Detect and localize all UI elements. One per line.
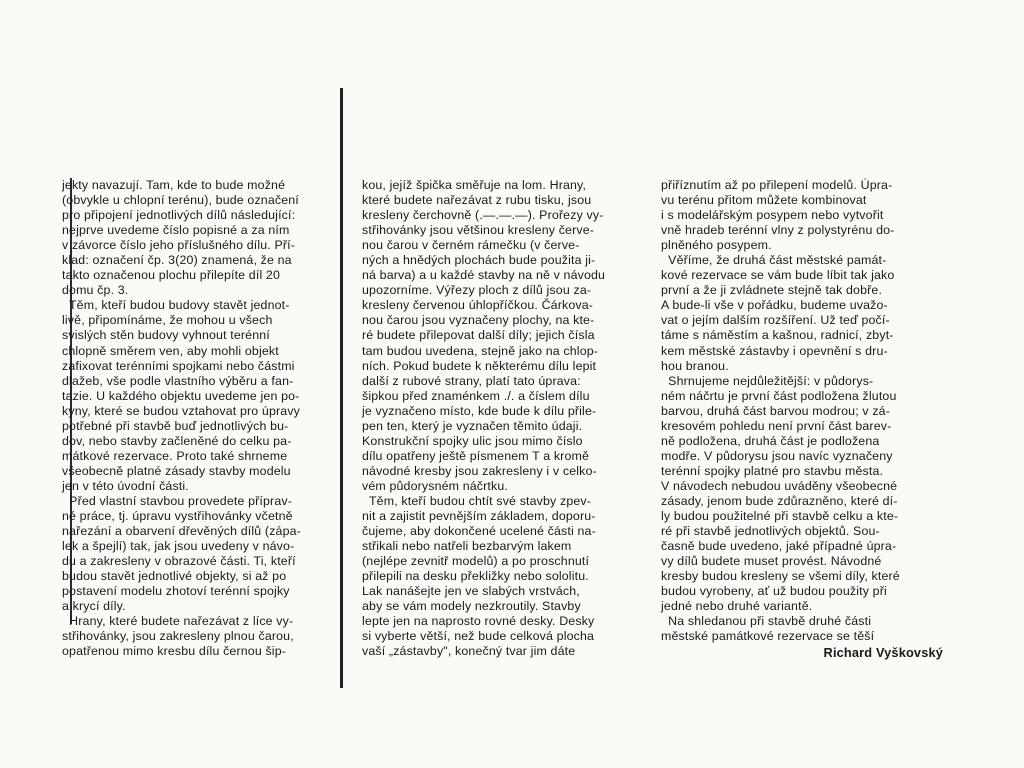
text-line: další z rubové strany, platí tato úprava:	[362, 373, 581, 388]
text-line: vat o jejím dalším rozšíření. Už teď počí-	[661, 313, 890, 328]
text-line: hou branou.	[661, 358, 729, 373]
text-line: které budete nařezávat z rubu tisku, jsou	[362, 193, 592, 208]
text-line: budou stavět jednotlivé objekty, si až po	[62, 569, 287, 584]
text-line: postavení modelu zhotoví terénní spojky	[62, 584, 290, 599]
text-line: ná barva) a u každé stavby na ně v návodu	[362, 268, 606, 283]
text-line: Těm, kteří budou chtít své stavby zpev-	[362, 493, 592, 508]
text-line: čujeme, aby dokončené ucelené části na-	[362, 524, 596, 539]
text-line: dílu opatřeny ještě písmenem T a kromě	[362, 448, 590, 463]
text-line: střihovánky jsou většinou kresleny červe-	[362, 223, 595, 238]
text-line: (obvykle u chlopní terénu), bude označení	[62, 193, 299, 208]
text-line: jen v této úvodní části.	[62, 478, 189, 493]
text-line: aby se vám modely nezkroutily. Stavby	[362, 599, 581, 614]
text-line: a krycí díly.	[62, 599, 126, 614]
text-line: né práce, tj. úpravu vystřihovánky včetně	[62, 509, 293, 524]
text-column-3-lines	[661, 178, 943, 644]
text-line: vém půdorysném náčrtku.	[362, 478, 509, 493]
text-line: lepte jen na naprosto rovné desky. Desky	[362, 614, 595, 629]
text-column-3	[661, 178, 943, 661]
text-line: zásady, jenom bude zdůrazněno, které dí-	[661, 493, 898, 508]
text-line: A bude-li vše v pořádku, budeme uvažo-	[661, 298, 888, 313]
text-line: dov, nebo stavby začleněné do celku pa-	[62, 433, 292, 448]
text-line: tazie. U každého objektu uvedeme jen po-	[62, 388, 300, 403]
text-line: kou, jejíž špička směřuje na lom. Hrany,	[362, 178, 587, 192]
text-line: ně podložena, druhá část je podložena	[661, 433, 880, 448]
text-line: nejprve uvedeme číslo popisné a za ním	[62, 223, 290, 238]
text-line: táme s náměstím a kašnou, radnicí, zbyt-	[661, 328, 894, 343]
text-line: kem městské zástavby i opevnění s dru-	[661, 343, 888, 358]
text-line: i s modelářským posypem nebo vytvořit	[661, 208, 884, 223]
text-line: svislých stěn budovy vyhnout terénní	[62, 328, 270, 343]
text-line: Před vlastní stavbou provedete příprav-	[62, 493, 292, 508]
text-line: mátkové rezervace. Proto také shrneme	[62, 448, 288, 463]
text-line: ních. Pokud budete k některému dílu lepit	[362, 358, 597, 373]
text-line: ném náčrtu je první část podložena žlutou	[661, 388, 897, 403]
text-line: nou čarou v černém rámečku (v červe-	[362, 238, 580, 253]
text-line: nou čarou jsou vyznačeny plochy, na kte-	[362, 313, 595, 328]
text-line: návodné kresby jsou zakresleny i v celko-	[362, 463, 597, 478]
text-line: Konstrukční spojky ulic jsou mimo číslo	[362, 433, 583, 448]
text-line: střikali nebo natřeli bezbarvým lakem	[362, 539, 572, 554]
text-line: kresby budou kresleny se všemi díly, které	[661, 569, 900, 584]
text-line: potřebné při stavbě buď jednotlivých bu-	[62, 418, 289, 433]
text-line: (nejlépe zevnitř modelů) a po proschnutí	[362, 554, 590, 569]
text-line: ré při stavbě jednotlivých objektů. Sou-	[661, 524, 880, 539]
text-line: všeobecně platné zásady stavby modelu	[62, 463, 291, 478]
text-line: Na shledanou při stavbě druhé části	[661, 614, 872, 629]
text-line: jekty navazují. Tam, kde to bude možné	[62, 178, 286, 192]
text-line: jedné nebo druhé variantě.	[661, 599, 813, 614]
text-line: Lak nanášejte jen ve slabých vrstvách,	[362, 584, 580, 599]
text-line: barvou, druhá část barvou modrou; v zá-	[661, 403, 890, 418]
text-line: pen ten, který je vyznačen těmito údaji.	[362, 418, 583, 433]
text-line: vaší „zástavby", konečný tvar jim dáte	[362, 644, 576, 659]
text-line: kresleny červenou úhlopříčkou. Čárkova-	[362, 298, 594, 313]
text-line: pro připojení jednotlivých dílů následující:	[62, 208, 296, 223]
text-line: Těm, kteří budou budovy stavět jednot-	[62, 298, 290, 313]
text-line: du a zakresleny v obrazové části. Ti, kteří	[62, 554, 296, 569]
text-line: dlažeb, vše podle vlastního výběru a fan-	[62, 373, 294, 388]
text-column-1	[62, 178, 346, 660]
text-line: budou vyrobeny, ať už budou použity při	[661, 584, 887, 599]
text-line: ných a hnědých plochách bude použita ji-	[362, 253, 596, 268]
text-line: kyny, které se budou vztahovat pro úpravy	[62, 403, 301, 418]
author-signature: Richard Vyškovský	[823, 645, 943, 661]
text-line: tam budou uvedena, stejně jako na chlop-	[362, 343, 599, 358]
text-line: časně bude uvedeno, jaké případné úpra-	[661, 539, 897, 554]
text-line: si vyberte větší, než bude celková plocha	[362, 629, 595, 644]
text-line: livě, připomínáme, že mohou u všech	[62, 313, 273, 328]
text-line: střihovánky, jsou zakresleny plnou čarou,	[62, 629, 294, 644]
text-line: šipkou před znaménkem ./. a číslem dílu	[362, 388, 590, 403]
text-line: městské památkové rezervace se těší	[661, 629, 875, 644]
text-line: V návodech nebudou uváděny všeobecné	[661, 478, 898, 493]
text-line: chlopně směrem ven, aby mohli objekt	[62, 343, 279, 358]
text-line: vu terénu přitom můžete kombinovat	[661, 193, 867, 208]
text-line: Věříme, že druhá část městské památ-	[661, 253, 887, 268]
text-line: nařezání a obarvení dřevěných dílů (zápa-	[62, 524, 301, 539]
text-column-2	[362, 178, 644, 660]
text-line: terénní spojky platné pro stavbu města.	[661, 463, 884, 478]
text-line: je vyznačeno místo, kde bude k dílu přile-	[362, 403, 597, 418]
text-line: kresovém pohledu není první část barev-	[661, 418, 892, 433]
text-line: zafixovat terénními spojkami nebo částmi	[62, 358, 295, 373]
text-line: klad: označení čp. 3(20) znamená, že na	[62, 253, 292, 268]
text-line: přiříznutím až po přilepení modelů. Úpra-	[661, 178, 893, 192]
text-line: ré budete přilepovat další díly; jejich čísla	[362, 328, 595, 343]
text-line: kresleny čerchovně (.—.—.—). Prořezy vy-	[362, 208, 604, 223]
text-line: vy dílů budete muset provést. Návodné	[661, 554, 882, 569]
text-line: kové rezervace se vám bude líbit tak jako	[661, 268, 895, 283]
text-line: takto označenou plochu přilepíte díl 20	[62, 268, 281, 283]
text-line: vně hradeb terénní vlny z polystyrénu do-	[661, 223, 895, 238]
text-line: modře. V půdorysu jsou navíc vyznačeny	[661, 448, 893, 463]
text-line: Hrany, které budete nařezávat z líce vy-	[62, 614, 294, 629]
text-line: ly budou použitelné při stavbě celku a kte-	[661, 509, 899, 524]
text-line: upozorníme. Výřezy ploch z dílů jsou za-	[362, 283, 592, 298]
text-line: domu čp. 3.	[62, 283, 129, 298]
text-line: první a že ji zvládnete stejně tak dobře.	[661, 283, 883, 298]
text-line: v závorce číslo jeho příslušného dílu. Pří-	[62, 238, 296, 253]
text-line: lek a špejlí) tak, jak jsou uvedeny v návo-	[62, 539, 295, 554]
text-line: plněného posypem.	[661, 238, 772, 253]
text-line: opatřenou mimo kresbu dílu černou šip-	[62, 644, 287, 659]
text-line: Shrnujeme nejdůležitější: v půdorys-	[661, 373, 874, 388]
text-line: přilepili na desku překližky nebo sololitu.	[362, 569, 589, 584]
text-line: nit a zajistit pevnějším základem, doporu-	[362, 509, 596, 524]
